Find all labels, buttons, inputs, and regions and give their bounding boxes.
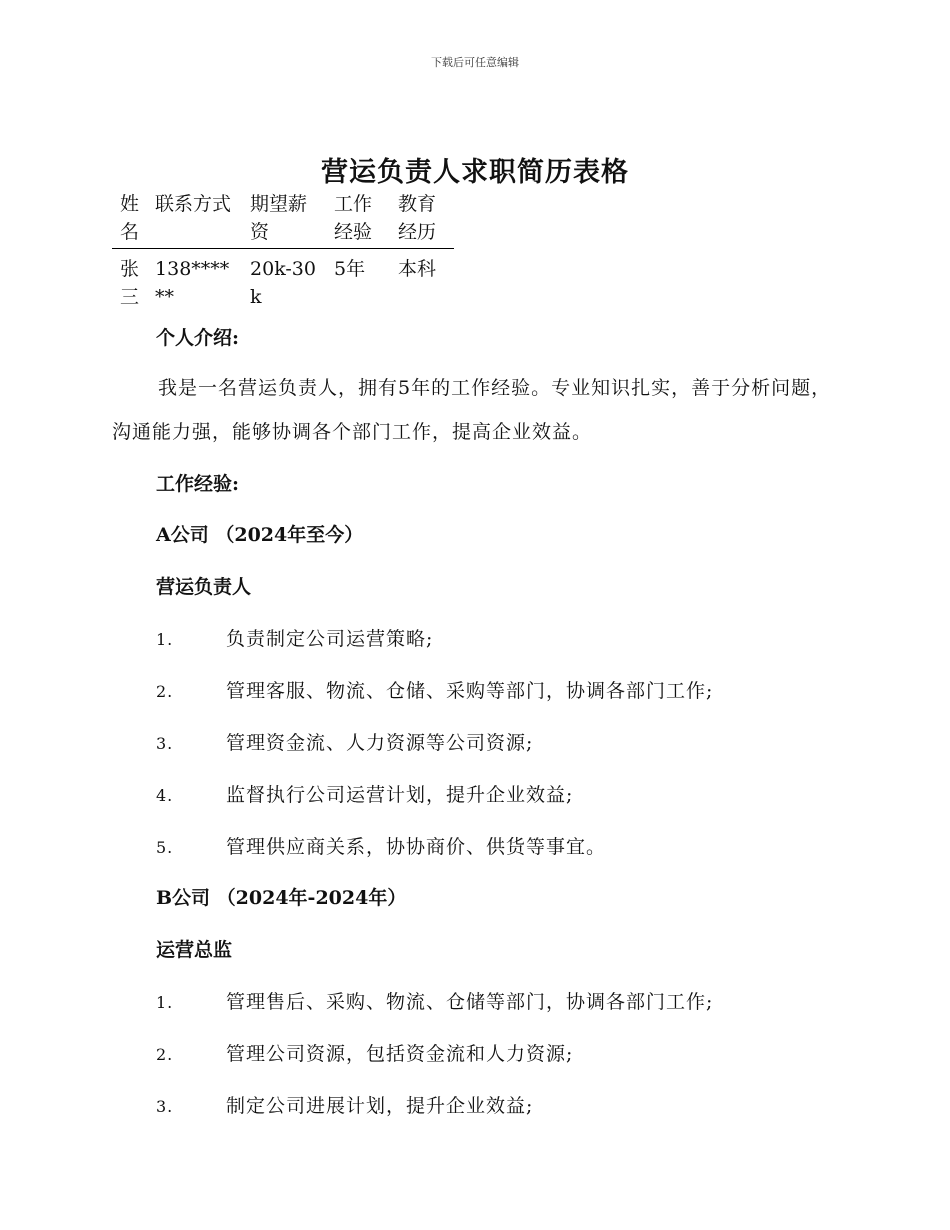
company-a-role: 营运负责人 bbox=[156, 576, 252, 598]
list-item bbox=[156, 780, 573, 807]
list-text: 监督执行公司运营计划，提升企业效益; bbox=[226, 784, 574, 806]
list-item bbox=[156, 676, 713, 703]
cell-experience: 5年 bbox=[334, 258, 366, 280]
list-number: 3. bbox=[156, 734, 174, 753]
intro-heading: 个人介绍: bbox=[156, 327, 240, 349]
experience-heading: 工作经验: bbox=[156, 473, 240, 495]
header-education: 教育经历 bbox=[398, 193, 437, 243]
list-item bbox=[156, 1091, 533, 1118]
list-text: 管理资金流、人力资源等公司资源; bbox=[226, 732, 534, 754]
cell-name: 张三 bbox=[120, 258, 140, 308]
document-title: 营运负责人求职简历表格 bbox=[321, 157, 629, 188]
page-header-note: 下载后可任意编辑 bbox=[431, 56, 519, 69]
info-table bbox=[112, 190, 454, 311]
list-text: 管理客服、物流、仓储、采购等部门，协调各部门工作; bbox=[226, 680, 714, 702]
list-item bbox=[156, 832, 606, 859]
header-experience: 工作经验 bbox=[334, 193, 373, 243]
list-item bbox=[156, 987, 713, 1014]
company-b-title: B公司 （2024年-2024年） bbox=[156, 887, 407, 909]
company-b-role: 运营总监 bbox=[156, 939, 233, 961]
list-text: 制定公司进展计划，提升企业效益; bbox=[226, 1095, 534, 1117]
list-number: 1. bbox=[156, 630, 174, 649]
list-number: 1. bbox=[156, 993, 174, 1012]
cell-contact: 138****** bbox=[155, 258, 230, 308]
list-number: 4. bbox=[156, 786, 174, 805]
list-item bbox=[156, 624, 433, 651]
list-text: 管理供应商关系，协协商价、供货等事宜。 bbox=[226, 836, 607, 858]
company-a-title: A公司 （2024年至今） bbox=[156, 524, 364, 546]
list-number: 2. bbox=[156, 682, 174, 701]
list-item bbox=[156, 1039, 573, 1066]
list-number: 2. bbox=[156, 1045, 174, 1064]
list-number: 5. bbox=[156, 838, 174, 857]
list-number: 3. bbox=[156, 1097, 174, 1116]
list-item bbox=[156, 728, 533, 755]
header-name: 姓名 bbox=[120, 193, 140, 243]
cell-education: 本科 bbox=[398, 258, 437, 280]
list-text: 负责制定公司运营策略; bbox=[226, 628, 434, 650]
header-salary: 期望薪资 bbox=[250, 193, 308, 243]
list-text: 管理公司资源，包括资金流和人力资源; bbox=[226, 1043, 574, 1065]
header-contact: 联系方式 bbox=[155, 193, 232, 215]
info-table-header-row bbox=[112, 190, 454, 249]
list-text: 管理售后、采购、物流、仓储等部门，协调各部门工作; bbox=[226, 991, 714, 1013]
cell-salary: 20k-30k bbox=[250, 258, 316, 308]
info-table-row bbox=[112, 249, 454, 312]
intro-paragraph: 我是一名营运负责人，拥有5年的工作经验。专业知识扎实，善于分析问题，沟通能力强，能够协调各个部门工作，提高企业效益。 bbox=[112, 377, 832, 443]
